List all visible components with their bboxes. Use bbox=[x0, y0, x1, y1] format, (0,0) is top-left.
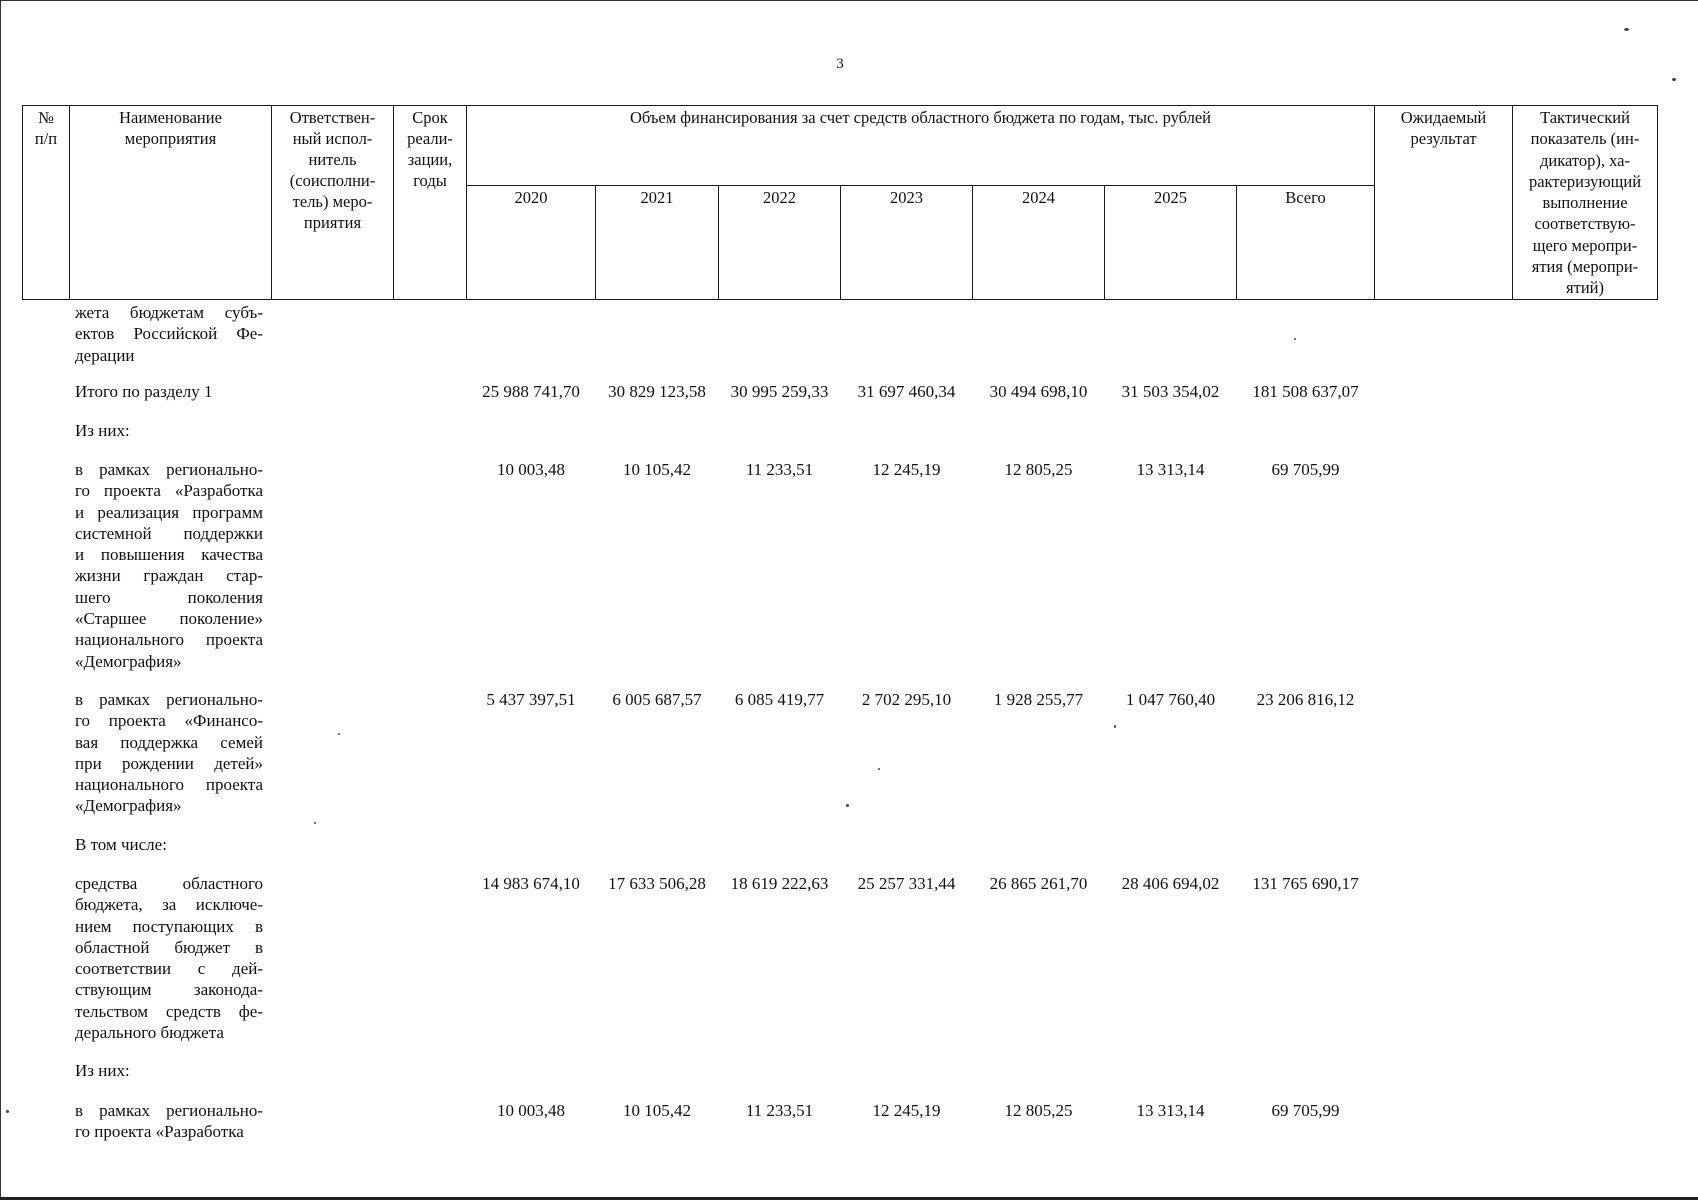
scan-speck bbox=[1114, 725, 1116, 728]
header-year-2020 bbox=[466, 185, 596, 300]
row-name bbox=[75, 873, 263, 1043]
row-name: Итого по разделу 1 bbox=[75, 382, 213, 401]
value-2023: 12 245,19 bbox=[872, 460, 941, 479]
row-name-line: «Демография» bbox=[75, 651, 182, 671]
value-2022: 11 233,51 bbox=[745, 1101, 814, 1120]
row-name-line: дерального бюджета bbox=[75, 1023, 224, 1043]
row-name-line: средства областного bbox=[75, 874, 263, 893]
row-name-line: «Старшее поколение» bbox=[75, 609, 263, 629]
value-total: 69 705,99 bbox=[1271, 460, 1340, 479]
value-2024: 12 805,25 bbox=[1004, 1101, 1073, 1120]
value-2023: 31 697 460,34 bbox=[857, 382, 956, 401]
page-border-top bbox=[0, 0, 1698, 1]
value-2022: 30 995 259,33 bbox=[730, 382, 829, 401]
row-name-line: при рождении детей» bbox=[75, 753, 263, 773]
header-cell-indicator bbox=[1512, 105, 1658, 300]
header-year-2025 bbox=[1104, 185, 1237, 300]
row-name-line: соответствии с дей- bbox=[75, 959, 263, 979]
value-2020: 14 983 674,10 bbox=[482, 874, 580, 893]
header-year-label: 2023 bbox=[890, 188, 923, 207]
value-2020: 5 437 397,51 bbox=[486, 690, 576, 709]
row-name-line: жизни граждан стар- bbox=[75, 566, 263, 586]
row-name-line: системной поддержки bbox=[75, 523, 263, 543]
value-2020: 10 003,48 bbox=[497, 1101, 565, 1120]
header-year-2021 bbox=[595, 185, 719, 300]
header-name-label: Наименование мероприятия bbox=[119, 108, 222, 148]
header-result-label: Ожидаемый результат bbox=[1400, 108, 1487, 148]
value-2025: 1 047 760,40 bbox=[1125, 690, 1216, 709]
row-name-line: нием поступающих в bbox=[75, 916, 263, 936]
row-name-line: го проекта «Разработка bbox=[75, 481, 263, 501]
row-name bbox=[75, 689, 263, 817]
value-2021: 17 633 506,28 bbox=[608, 874, 706, 893]
value-2020: 10 003,48 bbox=[497, 460, 565, 479]
value-2023: 12 245,19 bbox=[872, 1101, 941, 1120]
value-total: 181 508 637,07 bbox=[1252, 382, 1359, 401]
row-name-line: ствующим законода- bbox=[75, 980, 263, 1000]
row-name-line: го проекта «Финансо- bbox=[75, 711, 263, 731]
value-2025: 28 406 694,02 bbox=[1121, 874, 1220, 893]
table-row: Из них: bbox=[75, 1061, 130, 1080]
table-row bbox=[75, 302, 263, 366]
value-total: 131 765 690,17 bbox=[1252, 874, 1359, 893]
row-name-line: тельством средств фе- bbox=[75, 1001, 263, 1021]
header-year-label: Всего bbox=[1285, 188, 1326, 207]
value-total: 69 705,99 bbox=[1271, 1101, 1340, 1120]
scan-speck bbox=[6, 1110, 9, 1113]
scan-speck bbox=[1294, 338, 1296, 340]
scan-speck bbox=[846, 804, 849, 807]
header-year-label: 2021 bbox=[640, 188, 674, 207]
header-year-total bbox=[1236, 185, 1375, 300]
header-year-2023 bbox=[840, 185, 973, 300]
header-cell-responsible bbox=[271, 105, 394, 300]
header-cell-result bbox=[1374, 105, 1513, 300]
row-name-line: бюджета, за исключе- bbox=[75, 895, 263, 915]
value-2024: 26 865 261,70 bbox=[989, 874, 1088, 893]
header-term-label: Срок реали- зации, годы bbox=[407, 108, 453, 190]
row-name-line: в рамках регионально- bbox=[75, 690, 263, 709]
row-name-line: национального проекта bbox=[75, 775, 263, 795]
value-2023: 2 702 295,10 bbox=[861, 690, 952, 709]
value-2021: 10 105,42 bbox=[623, 1101, 691, 1120]
scan-speck bbox=[338, 733, 340, 735]
header-cell-number bbox=[22, 105, 70, 300]
header-year-label: 2020 bbox=[514, 188, 548, 207]
value-2025: 31 503 354,02 bbox=[1121, 382, 1220, 401]
header-year-label: 2022 bbox=[763, 188, 796, 207]
header-cell-term bbox=[393, 105, 467, 300]
value-2020: 25 988 741,70 bbox=[482, 382, 580, 401]
value-2025: 13 313,14 bbox=[1136, 1101, 1205, 1120]
page-border-left bbox=[0, 0, 1, 1200]
table-row: В том числе: bbox=[75, 835, 167, 854]
scan-speck bbox=[878, 768, 880, 770]
row-name bbox=[75, 459, 263, 672]
row-name-line: областной бюджет в bbox=[75, 937, 263, 957]
value-2021: 30 829 123,58 bbox=[608, 382, 706, 401]
value-total: 23 206 816,12 bbox=[1256, 690, 1355, 709]
value-2024: 1 928 255,77 bbox=[993, 690, 1084, 709]
row-name-line: национального проекта bbox=[75, 630, 263, 650]
header-responsible-label: Ответствен- ный испол- нитель (соисполни- тель) меро- приятия bbox=[289, 108, 376, 232]
scan-speck bbox=[314, 822, 316, 824]
header-year-2024 bbox=[972, 185, 1105, 300]
value-2024: 12 805,25 bbox=[1004, 460, 1073, 479]
header-year-label: 2025 bbox=[1154, 188, 1187, 207]
value-2024: 30 494 698,10 bbox=[989, 382, 1088, 401]
row-name-line: и реализация программ bbox=[75, 502, 263, 522]
row-name-line: и повышения качества bbox=[75, 545, 263, 565]
header-indicator-label: Тактический показатель (ин- дикатор), ха- рактеризующий выполнение соответствую- щего меропри- ятия (меропри- ятий) bbox=[1528, 108, 1642, 298]
row-name-line: в рамках регионально- bbox=[75, 460, 263, 479]
header-year-2022 bbox=[718, 185, 841, 300]
scan-speck bbox=[1624, 28, 1629, 31]
value-2022: 18 619 222,63 bbox=[730, 874, 829, 893]
row-name bbox=[75, 1100, 263, 1143]
scan-speck bbox=[1672, 78, 1676, 81]
header-funding-label: Объем финансирования за счет средств областного бюджета по годам, тыс. рублей bbox=[629, 108, 1212, 127]
page-number: 3 bbox=[836, 56, 844, 72]
header-cell-name bbox=[69, 105, 272, 300]
table-row: Из них: bbox=[75, 421, 130, 440]
row-name-line: вая поддержка семей bbox=[75, 732, 263, 752]
row-name-line: дерации bbox=[75, 345, 135, 365]
row-name-line: в рамках регионально- bbox=[75, 1101, 263, 1120]
header-cell-funding bbox=[466, 105, 1375, 186]
row-name-line: «Демография» bbox=[75, 796, 182, 816]
value-2022: 11 233,51 bbox=[745, 460, 814, 479]
header-year-label: 2024 bbox=[1022, 188, 1055, 207]
row-name-line: го проекта «Разработка bbox=[75, 1122, 244, 1142]
value-2021: 6 005 687,57 bbox=[612, 690, 702, 709]
value-2021: 10 105,42 bbox=[623, 460, 691, 479]
value-2022: 6 085 419,77 bbox=[734, 690, 825, 709]
value-2025: 13 313,14 bbox=[1136, 460, 1205, 479]
row-name-line: жета бюджетам субъ- bbox=[75, 303, 263, 322]
row-name-line: ектов Российской Фе- bbox=[75, 324, 263, 344]
value-2023: 25 257 331,44 bbox=[857, 874, 956, 893]
header-number-label: № п/п bbox=[34, 108, 58, 148]
row-name-line: шего поколения bbox=[75, 587, 263, 607]
